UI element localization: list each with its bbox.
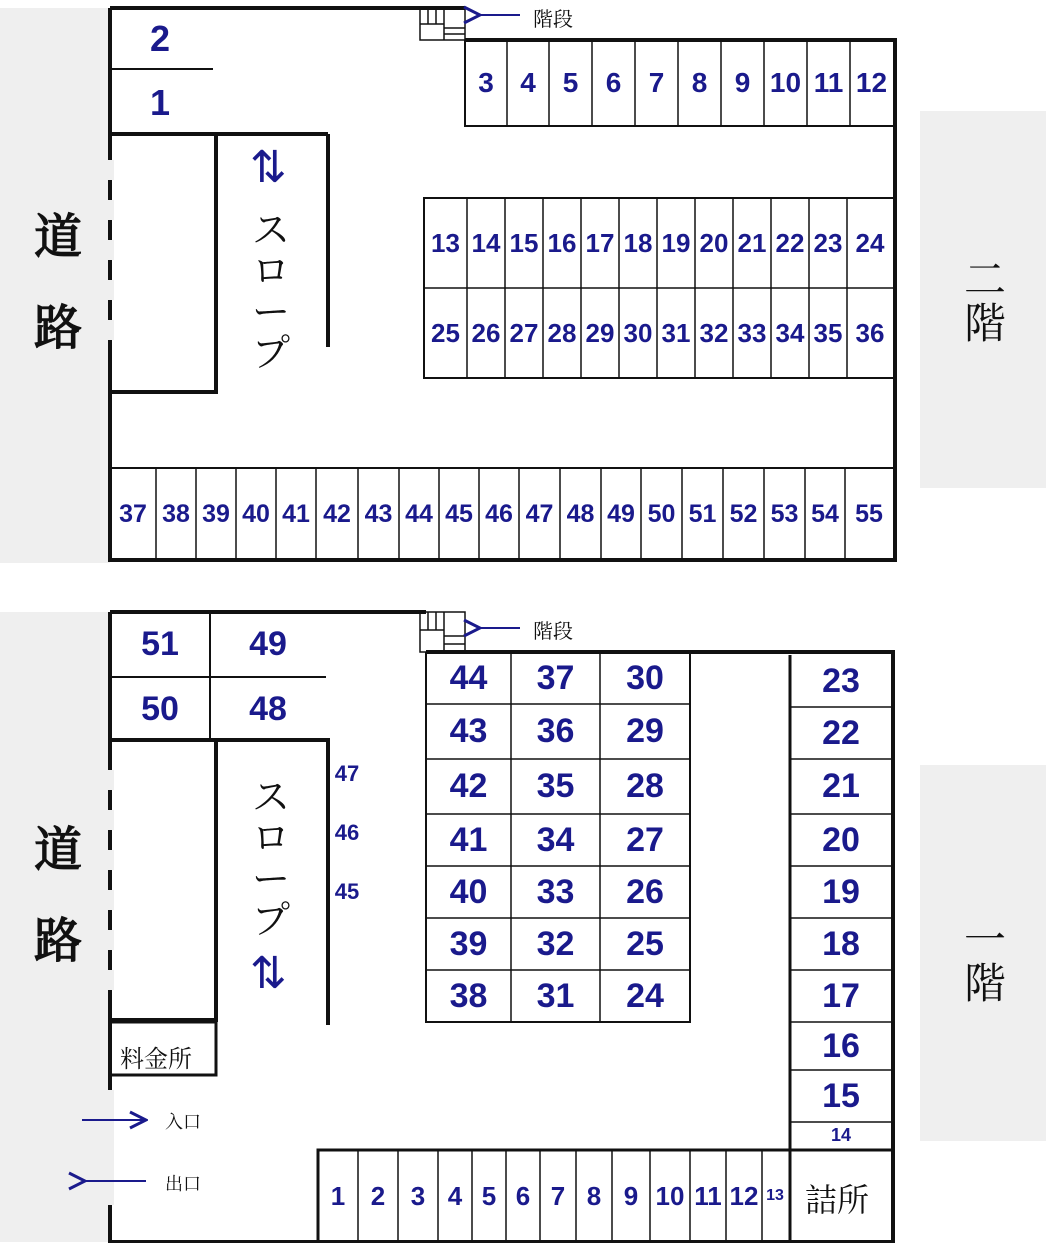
parking-spot[interactable]: 37 bbox=[536, 658, 575, 697]
parking-spot[interactable]: 44 bbox=[449, 658, 488, 697]
parking-spot[interactable]: 27 bbox=[626, 820, 664, 859]
parking-spot[interactable]: 19 bbox=[661, 227, 691, 258]
parking-spot[interactable]: 28 bbox=[547, 317, 577, 348]
parking-spot[interactable]: 29 bbox=[585, 317, 615, 348]
parking-spot[interactable]: 21 bbox=[737, 227, 767, 258]
parking-spot[interactable]: 40 bbox=[242, 499, 270, 528]
parking-spot[interactable]: 2 bbox=[370, 1180, 386, 1211]
parking-spot[interactable]: 33 bbox=[536, 872, 575, 911]
parking-spot[interactable]: 1 bbox=[330, 1180, 346, 1211]
parking-spot[interactable]: 18 bbox=[822, 924, 860, 963]
parking-spot[interactable]: 53 bbox=[770, 499, 799, 528]
parking-spot[interactable]: 44 bbox=[405, 499, 433, 528]
parking-spot[interactable]: 51 bbox=[688, 499, 717, 528]
parking-spot[interactable]: 40 bbox=[449, 872, 488, 911]
parking-spot[interactable]: 15 bbox=[822, 1076, 860, 1115]
parking-spot[interactable]: 20 bbox=[822, 820, 860, 859]
parking-spot[interactable]: 36 bbox=[536, 712, 575, 750]
parking-spot[interactable]: 39 bbox=[202, 499, 230, 528]
parking-spot[interactable]: 51 bbox=[141, 624, 179, 663]
parking-spot[interactable]: 26 bbox=[626, 872, 664, 911]
parking-spot[interactable]: 41 bbox=[449, 820, 488, 859]
parking-spot[interactable]: 47 bbox=[525, 499, 554, 528]
parking-spot[interactable]: 47 bbox=[334, 761, 360, 786]
parking-spot[interactable]: 4 bbox=[447, 1180, 463, 1211]
road-label-upper: 道路 bbox=[34, 209, 83, 357]
parking-spot[interactable]: 43 bbox=[449, 712, 488, 750]
parking-spot[interactable]: 54 bbox=[811, 499, 839, 528]
parking-spot[interactable]: 21 bbox=[822, 767, 860, 805]
parking-spot[interactable]: 1 bbox=[149, 82, 171, 123]
parking-spot[interactable]: 43 bbox=[364, 499, 393, 528]
parking-spot[interactable]: 18 bbox=[623, 227, 653, 258]
parking-spot[interactable]: 49 bbox=[607, 499, 635, 528]
parking-spot[interactable]: 6 bbox=[515, 1180, 531, 1211]
parking-spot[interactable]: 16 bbox=[822, 1026, 860, 1065]
parking-spot[interactable]: 23 bbox=[822, 661, 860, 700]
parking-spot[interactable]: 34 bbox=[536, 820, 575, 859]
parking-spot[interactable]: 28 bbox=[626, 767, 664, 805]
parking-spot[interactable]: 7 bbox=[648, 67, 665, 98]
entrance-label: 入口 bbox=[165, 1112, 201, 1133]
parking-spot[interactable]: 48 bbox=[566, 499, 595, 528]
parking-spot[interactable]: 14 bbox=[830, 1125, 852, 1145]
parking-spot[interactable]: 50 bbox=[141, 689, 179, 728]
office-label: 詰所 bbox=[805, 1181, 870, 1219]
parking-spot[interactable]: 20 bbox=[699, 227, 729, 258]
parking-spot[interactable]: 35 bbox=[536, 767, 575, 805]
parking-spot[interactable]: 52 bbox=[729, 499, 758, 528]
floor-label-upper: 二階 bbox=[963, 255, 1006, 349]
parking-spot[interactable]: 26 bbox=[471, 317, 501, 348]
parking-spot[interactable]: 50 bbox=[647, 499, 676, 528]
slope-label-upper: スロープ bbox=[251, 208, 290, 376]
parking-spot[interactable]: 42 bbox=[323, 499, 351, 528]
parking-spot[interactable]: 7 bbox=[550, 1180, 566, 1211]
slope-arrow-lower: ⇅ bbox=[250, 948, 287, 999]
parking-spot[interactable]: 48 bbox=[249, 689, 287, 728]
parking-spot[interactable]: 3 bbox=[478, 67, 494, 98]
parking-spot[interactable]: 55 bbox=[855, 499, 883, 528]
parking-spot[interactable]: 11 bbox=[813, 67, 844, 98]
parking-spot[interactable]: 31 bbox=[536, 976, 575, 1015]
parking-spot[interactable]: 32 bbox=[699, 317, 729, 348]
parking-spot[interactable]: 4 bbox=[520, 67, 536, 98]
parking-spot[interactable]: 24 bbox=[855, 227, 885, 258]
parking-spot[interactable]: 13 bbox=[766, 1187, 784, 1204]
parking-spot[interactable]: 9 bbox=[623, 1180, 639, 1211]
parking-spot[interactable]: 39 bbox=[449, 924, 488, 963]
parking-spot[interactable]: 2 bbox=[149, 18, 171, 59]
parking-spot[interactable]: 27 bbox=[509, 317, 539, 348]
parking-spot[interactable]: 45 bbox=[445, 499, 473, 528]
parking-spot[interactable]: 19 bbox=[822, 872, 860, 911]
parking-spot[interactable]: 38 bbox=[449, 976, 488, 1015]
parking-spot[interactable]: 10 bbox=[655, 1180, 685, 1211]
parking-spot[interactable]: 25 bbox=[431, 317, 460, 348]
parking-spot[interactable]: 5 bbox=[562, 67, 579, 98]
parking-spot[interactable]: 32 bbox=[536, 924, 575, 963]
parking-spot[interactable]: 16 bbox=[547, 227, 577, 258]
parking-spot[interactable]: 12 bbox=[729, 1180, 759, 1211]
parking-spot[interactable]: 38 bbox=[162, 499, 190, 528]
parking-spot[interactable]: 36 bbox=[855, 317, 885, 348]
parking-spot[interactable]: 37 bbox=[119, 499, 147, 528]
parking-spot[interactable]: 22 bbox=[822, 713, 860, 752]
stairs-label-upper: 階段 bbox=[533, 7, 573, 31]
slope-label-lower: スロープ bbox=[251, 775, 290, 943]
parking-spot[interactable]: 8 bbox=[691, 67, 708, 98]
stairs-label-lower: 階段 bbox=[533, 619, 573, 643]
parking-spot[interactable]: 10 bbox=[769, 67, 802, 98]
parking-spot[interactable]: 41 bbox=[282, 499, 310, 528]
slope-arrow-upper: ⇅ bbox=[250, 142, 287, 193]
parking-spot[interactable]: 17 bbox=[585, 227, 615, 258]
parking-spot[interactable]: 13 bbox=[431, 227, 460, 258]
parking-spot[interactable]: 46 bbox=[334, 820, 360, 845]
parking-spot[interactable]: 3 bbox=[410, 1180, 426, 1211]
parking-spot[interactable]: 15 bbox=[509, 227, 539, 258]
parking-spot[interactable]: 5 bbox=[481, 1180, 497, 1211]
parking-spot[interactable]: 22 bbox=[775, 227, 805, 258]
parking-spot[interactable]: 30 bbox=[626, 658, 664, 697]
parking-spot[interactable]: 9 bbox=[734, 67, 751, 98]
parking-spot[interactable]: 35 bbox=[813, 317, 843, 348]
parking-spot[interactable]: 24 bbox=[626, 976, 664, 1015]
parking-spot[interactable]: 45 bbox=[334, 879, 360, 904]
parking-spot[interactable]: 8 bbox=[586, 1180, 602, 1211]
parking-spot[interactable]: 49 bbox=[249, 624, 287, 663]
exit-label: 出口 bbox=[165, 1174, 201, 1195]
parking-spot[interactable]: 46 bbox=[485, 499, 513, 528]
parking-spot[interactable]: 12 bbox=[855, 67, 888, 98]
parking-spot[interactable]: 23 bbox=[813, 227, 843, 258]
parking-spot[interactable]: 31 bbox=[661, 317, 691, 348]
road-label-lower: 道路 bbox=[34, 822, 83, 970]
parking-spot[interactable]: 11 bbox=[694, 1180, 722, 1211]
parking-spot[interactable]: 17 bbox=[822, 976, 860, 1015]
parking-spot[interactable]: 14 bbox=[471, 227, 501, 258]
toll-booth-label: 料金所 bbox=[120, 1045, 192, 1073]
parking-spot[interactable]: 6 bbox=[605, 67, 622, 98]
parking-spot[interactable]: 34 bbox=[775, 317, 805, 348]
floor-label-lower: 一階 bbox=[963, 915, 1006, 1009]
parking-spot[interactable]: 25 bbox=[626, 924, 664, 963]
parking-spot[interactable]: 33 bbox=[737, 317, 767, 348]
parking-spot[interactable]: 29 bbox=[626, 712, 664, 750]
parking-spot[interactable]: 42 bbox=[449, 767, 488, 805]
parking-spot[interactable]: 30 bbox=[623, 317, 653, 348]
